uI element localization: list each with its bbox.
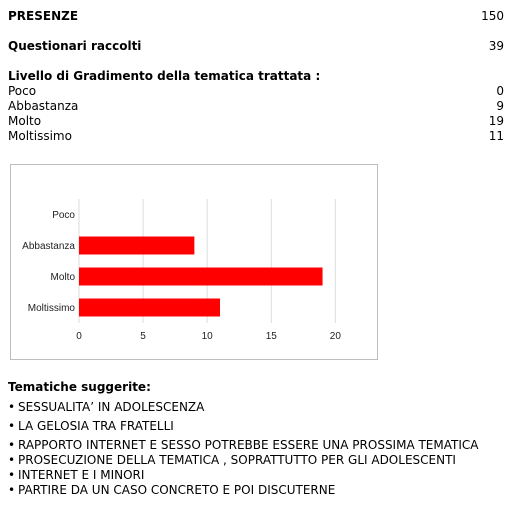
gradimento-row-value: 0 <box>496 84 504 98</box>
questionari-value: 39 <box>488 39 504 53</box>
x-tick-label: 10 <box>201 331 213 342</box>
presenze-row <box>8 9 504 24</box>
list-item: • SESSUALITA’ IN ADOLESCENZA <box>8 400 205 414</box>
gradimento-row-value: 9 <box>496 99 504 113</box>
bullet-icon: • <box>8 468 16 482</box>
list-item: • PROSECUZIONE DELLA TEMATICA , SOPRATTUTTO PER GLI ADOLESCENTI <box>8 453 456 467</box>
x-tick-label: 15 <box>265 331 277 342</box>
bar <box>79 237 194 255</box>
bullet-icon: • <box>8 453 16 467</box>
gradimento-row-label: Abbastanza <box>8 99 79 113</box>
gradimento-row <box>8 99 504 114</box>
questionari-row <box>8 39 504 54</box>
x-tick-label: 5 <box>140 331 146 342</box>
x-tick-label: 0 <box>76 331 82 342</box>
gradimento-row <box>8 114 504 129</box>
bullet-icon: • <box>8 483 16 497</box>
topics-title: Tematiche suggerite: <box>8 380 151 394</box>
list-item: • LA GELOSIA TRA FRATELLI <box>8 419 174 433</box>
topics-list <box>8 400 478 498</box>
gradimento-row-value: 19 <box>488 114 504 128</box>
presenze-label: PRESENZE <box>8 9 79 23</box>
bullet-icon: • <box>8 438 16 452</box>
gradimento-row <box>8 84 504 99</box>
list-item: • RAPPORTO INTERNET E SESSO POTREBBE ESSERE UNA PROSSIMA TEMATICA <box>8 438 479 452</box>
gradimento-row <box>8 129 504 144</box>
bar <box>79 299 220 317</box>
questionari-label: Questionari raccolti <box>8 39 142 53</box>
category-label: Poco <box>52 210 75 221</box>
bullet-icon: • <box>8 419 16 433</box>
gradimento-bar-chart <box>10 164 378 360</box>
gradimento-row-label: Moltissimo <box>8 129 72 143</box>
gradimento-title: Livello di Gradimento della tematica trattata : <box>8 69 321 83</box>
gradimento-row-label: Molto <box>8 114 42 128</box>
list-item: • PARTIRE DA UN CASO CONCRETO E POI DISCUTERNE <box>8 483 336 497</box>
category-label: Abbastanza <box>22 241 75 252</box>
category-label: Molto <box>50 272 75 283</box>
gradimento-row-label: Poco <box>8 84 37 98</box>
presenze-value: 150 <box>481 9 504 23</box>
x-tick-label: 20 <box>329 331 341 342</box>
chart-svg <box>11 165 377 359</box>
category-label: Moltissimo <box>27 303 75 314</box>
bullet-icon: • <box>8 400 16 414</box>
list-item: • INTERNET E I MINORI <box>8 468 145 482</box>
bar <box>79 268 323 286</box>
gradimento-row-value: 11 <box>488 129 504 143</box>
